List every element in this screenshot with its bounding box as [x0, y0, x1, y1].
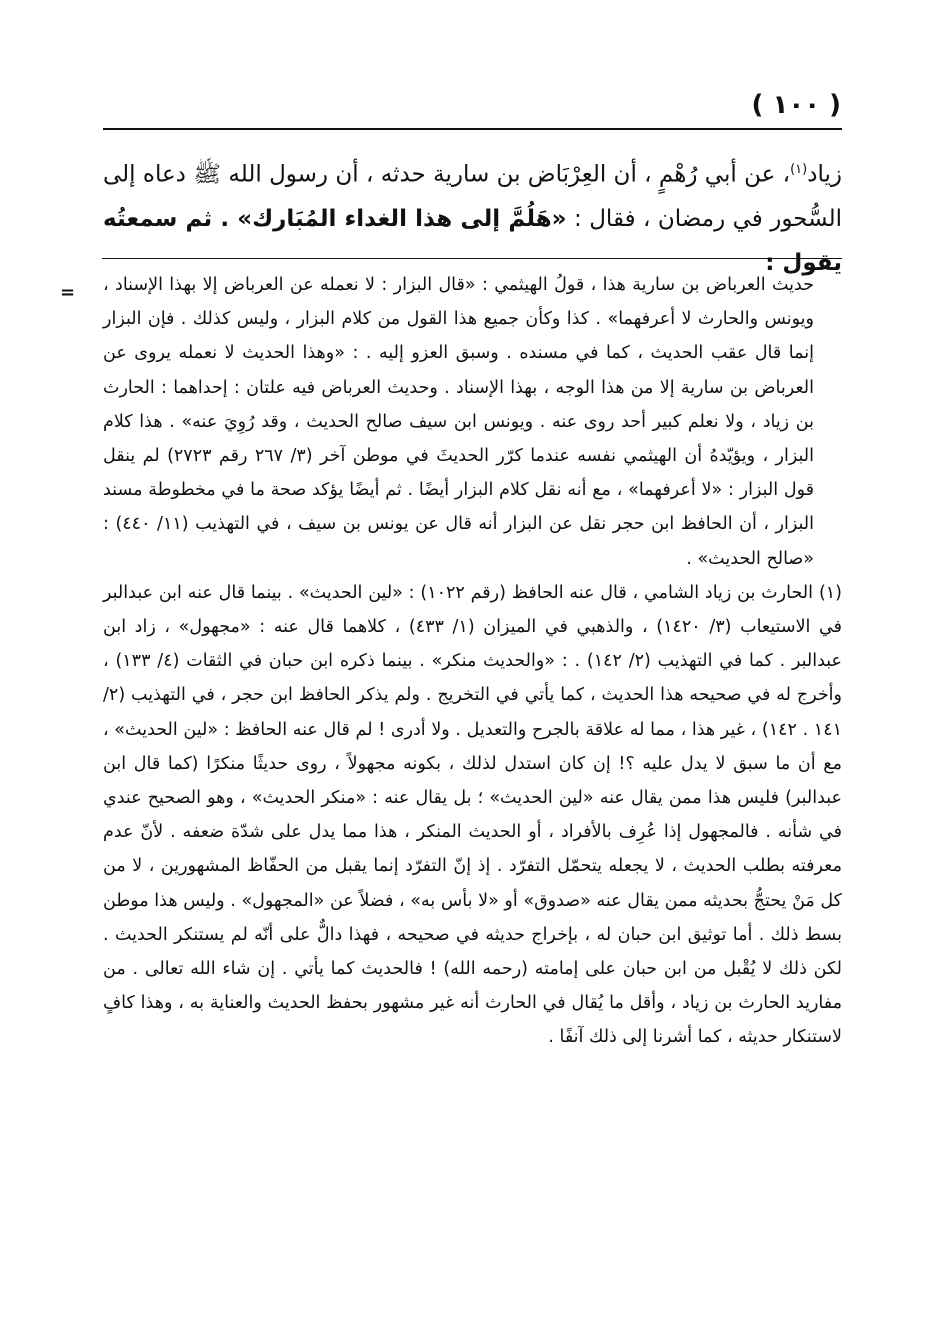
footnotes: [103, 268, 842, 1055]
footnote-rule: [102, 258, 842, 259]
footnote-1-number: (١): [818, 582, 842, 603]
hadith-quote: «هَلُمَّ إلى هذا الغداء المُبَارك» . ثم سمعتُه يقول :: [103, 205, 842, 276]
header-rule: [103, 128, 842, 130]
footnote-continuation: حديث العرباض بن سارية هذا ، قولُ الهيثمي : «قال البزار : لا نعمله عن العرباض إلا بهذا الإسناد ، ويونس والحارث لا أعرفهما» . كذا وكأن جميع هذا القول من كلام البزار ، وليس كذلك . فإن البزار إنما قال عقب الحديث ، كما في مسنده . وسبق العزو إليه . : «وهذا الحديث لا نعمله يروى عن العرباض بن سارية إلا من هذا الوجه ، بهذا الإسناد . وحديث العرباض فيه علتان : إحداهما : الحارث بن زياد ، ولا نعلم كبير أحد روى عنه . ويونس ابن سيف صالح الحديث ، وقد رُوِيَ عنه» . هذا كلام البزار ، ويؤيّدهُ أن الهيثمي نفسه عندما كرّر الحديثَ في موطن آخر (٣/ ٢٦٧ رقم ٢٧٢٣) لم ينقل قول البزار : «لا أعرفهما» ، مع أنه نقل كلام البزار أيضًا . ثم أيضًا يؤكد صحة ما في مخطوطة مسند البزار ، أن الحافظ ابن حجر نقل عن البزار أنه قال عن يونس بن سيف ، في التهذيب (١١/ ٤٤٠) : «صالح الحديث» .: [103, 275, 814, 569]
footnote-1-text: الحارث بن زياد الشامي ، قال عنه الحافظ (رقم ١٠٢٢) : «لين الحديث» . بينما قال عنه ابن عبدالبر في الاستيعاب (٣/ ١٤٢٠) ، والذهبي في الميزان (١/ ٤٣٣) ، كلاهما قال عنه : «مجهول» ، زاد ابن عبدالبر . كما في التهذيب (٢/ ١٤٢) . : «والحديث منكر» . بينما ذكره ابن حبان في الثقات (٤/ ١٣٣) ، وأخرج له في صحيحه هذا الحديث ، كما يأتي في التخريج . ولم يذكر الحافظ ابن حجر ، في التهذيب (٢/ ١٤١ . ١٤٢) ، غير هذا ، مما له علاقة بالجرح والتعديل . ولا أدرى ! لم قال عنه الحافظ : «لين الحديث» ، مع أن ما سبق لا يدل عليه ؟! إن كان استدل لذلك ، بكونه مجهولاً ، روى حديثًا منكرًا (كما قال ابن عبدالبر) فليس هذا ممن يقال عنه «لين الحديث» ؛ بل يقال عنه : «منكر الحديث» ، وهو الصحيح عندي في شأنه . فالمجهول إذا عُرِف بالأفراد ، أو الحديث المنكر ، هذا مما يدل على شدّة ضعفه . لأنّ عدم معرفته بطلب الحديث ، لا يجعله يتحمّل التفرّد . إذ إنّ التفرّد إنما يقبل من الحفّاظ المشهورين ، لا من كل مَنْ يحتجُّ بحديثه ممن يقال عنه «صدوق» أو «لا بأس به» ، فضلاً عن «المجهول» . وليس هذا موطن بسط ذلك . أما توثيق ابن حبان له ، بإخراج حديثه في صحيحه ، فهذا دالٌّ على أنّه لم يستنكر الحديث . لكن ذلك لا يُقْبل من ابن حبان على إمامته (رحمه الله) ! فالحديث كما يأتي . إن شاء الله تعالى . من مفاريد الحارث بن زياد ، وأقل ما يُقال في الحارث أنه غير مشهور بحفظ الحديث والعناية به ، وهذا كافٍ لاستنكار حديثه ، كما أشرنا إلى ذلك آنفًا .: [103, 582, 842, 1048]
footnote-reference[interactable]: (١): [790, 162, 808, 177]
main-text: [103, 148, 842, 285]
main-text-start: زياد: [807, 161, 842, 188]
footnote-1: [103, 576, 842, 1055]
continuation-marker: =: [60, 282, 76, 303]
page-number: ( ١٠٠ ): [751, 90, 841, 120]
main-text-body: ، عن أبي رُهْمٍ ، أن العِرْبَاض بن سارية حدثه ، أن رسول الله ﷺ دعاه إلى السُّحور في رمضان ، فقال :: [103, 161, 843, 232]
